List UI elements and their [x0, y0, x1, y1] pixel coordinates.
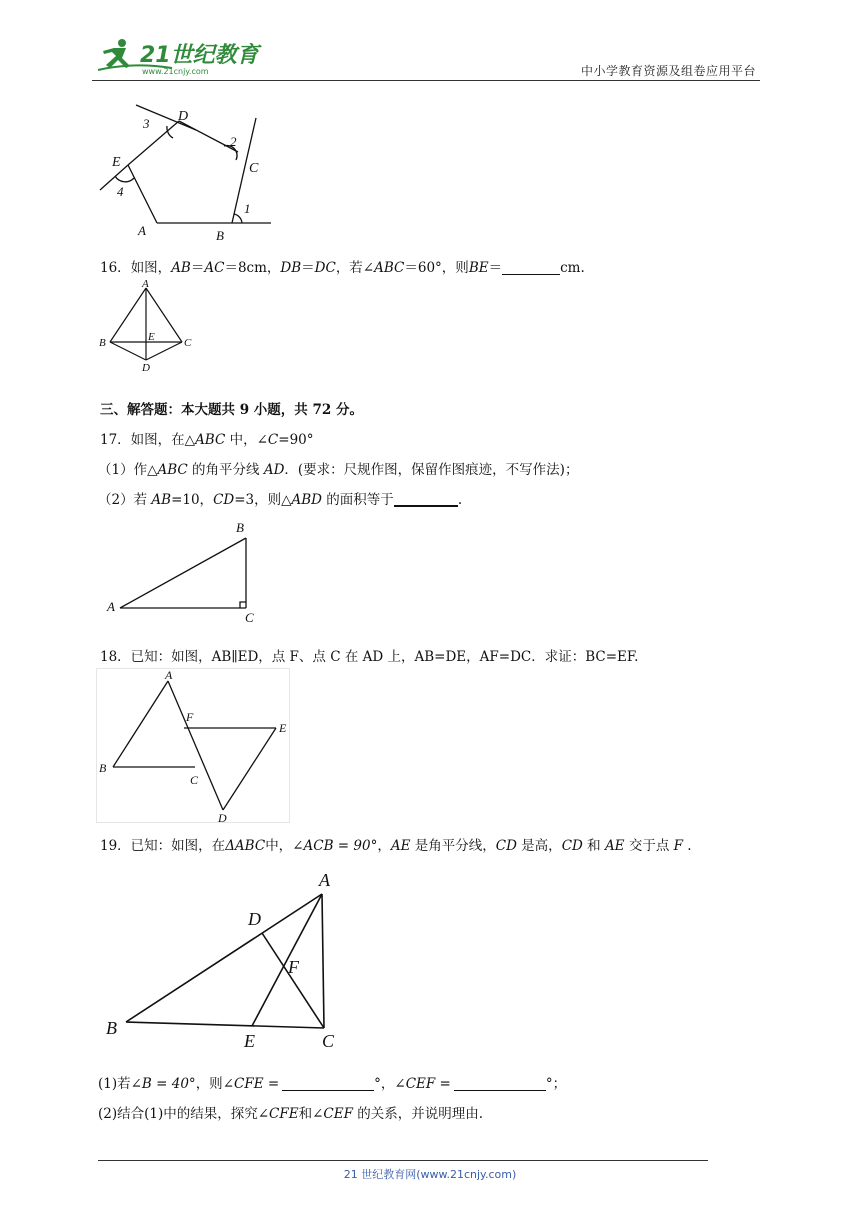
section-3-title: 三、解答题：本大题共 9 小题，共 72 分。 [100, 402, 363, 418]
q19-figure [100, 864, 350, 1054]
pentagon-figure [96, 90, 286, 245]
question-18: 18．已知：如图，AB∥ED，点 F、点 C 在 AD 上，AB=DE，AF=DC．求证：BC=EF. [100, 649, 639, 665]
question-19-part-1: (1)若∠B = 40°，则∠CFE = °，∠CEF = °； [98, 1076, 567, 1092]
q16-figure [96, 278, 206, 373]
footer-divider [98, 1160, 708, 1161]
q16-label-c: C [184, 337, 192, 349]
pentagon-angle-1: 1 [244, 201, 251, 216]
pentagon-angle-2: 2 [230, 134, 237, 149]
q16-label-d: D [142, 362, 150, 374]
q16-label-b: B [99, 337, 106, 349]
question-17: 17．如图，在△ABC 中，∠C=90° [100, 432, 314, 448]
question-16: 16．如图，AB＝AC＝8cm，DB＝DC，若∠ABC＝60°，则BE＝ cm. [100, 260, 585, 276]
pentagon-angle-3: 3 [143, 116, 150, 131]
pentagon-label-c: C [249, 161, 259, 176]
header-platform-text: 中小学教育资源及组卷应用平台 [580, 64, 756, 78]
q19-label-f: F [288, 957, 299, 977]
footer-text: 21 世纪教育网(www.21cnjy.com) [343, 1168, 517, 1181]
question-17-part-2: （2）若 AB=10，CD=3，则△ABD 的面积等于 . [98, 492, 463, 508]
pentagon-label-d: D [178, 109, 189, 124]
q17-answer-blank[interactable] [394, 491, 458, 507]
q17-label-b: B [236, 520, 244, 535]
pentagon-label-b: B [216, 228, 224, 243]
q19-label-a: A [319, 870, 330, 890]
q19-cef-blank[interactable] [454, 1076, 546, 1091]
q17-label-a: A [107, 599, 115, 614]
q19-label-d: D [248, 909, 261, 929]
q17-label-c: C [245, 610, 254, 625]
q19-cfe-blank[interactable] [282, 1076, 374, 1091]
q16-answer-blank[interactable] [502, 260, 560, 275]
q18-label-f: F [186, 710, 194, 724]
q19-label-c: C [322, 1031, 335, 1051]
runner-icon [103, 39, 130, 68]
q18-figure [96, 668, 292, 824]
logo-url: www.21cnjy.com [142, 67, 209, 76]
q17-figure [104, 518, 274, 624]
logo-text: 21世纪教育 [140, 43, 259, 68]
pentagon-label-e: E [112, 155, 121, 170]
pentagon-label-a: A [138, 223, 146, 238]
q18-label-d: D [218, 811, 227, 825]
q18-label-c: C [190, 773, 199, 787]
q19-label-b: B [106, 1018, 117, 1038]
question-19: 19．已知：如图，在ΔABC中，∠ACB = 90°，AE 是角平分线，CD 是高，CD 和 AE 交于点 F . [100, 838, 692, 854]
question-17-part-1: （1）作△ABC 的角平分线 AD．(要求：尺规作图，保留作图痕迹，不写作法)； [98, 462, 579, 478]
q18-label-a: A [165, 668, 173, 682]
q16-label-a: A [142, 278, 149, 290]
site-logo [92, 34, 262, 78]
q16-label-e: E [148, 331, 155, 343]
q18-label-b: B [99, 761, 107, 775]
q18-label-e: E [279, 721, 287, 735]
q19-label-e: E [244, 1031, 255, 1051]
question-19-part-2: (2)结合(1)中的结果，探究∠CFE和∠CEF 的关系，并说明理由. [98, 1106, 484, 1122]
header-divider [92, 80, 760, 81]
pentagon-angle-4: 4 [117, 184, 124, 199]
